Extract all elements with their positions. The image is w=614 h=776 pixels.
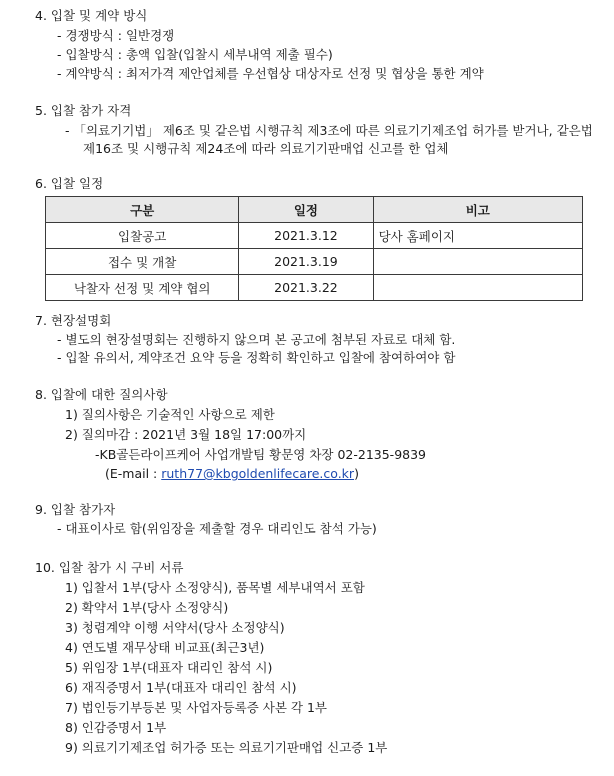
- inquiry-item-2: 2) 질의마감 : 2021년 3월 18일 17:00까지: [65, 427, 307, 442]
- document-item: 4) 연도별 재무상태 비교표(최근3년): [65, 640, 265, 655]
- document-item: 7) 법인등기부등본 및 사업자등록증 사본 각 1부: [65, 700, 327, 715]
- document-item: 9) 의료기기제조업 허가증 또는 의료기기판매업 신고증 1부: [65, 740, 388, 755]
- table-header-row: [46, 197, 583, 223]
- inquiry-item-1: 1) 질의사항은 기술적인 사항으로 제한: [65, 407, 275, 422]
- row-category: 입찰공고: [46, 223, 239, 249]
- document-item: 5) 위임장 1부(대표자 대리인 참석 시): [65, 660, 273, 675]
- email-suffix: ): [354, 466, 359, 481]
- competition-method: - 경쟁방식 : 일반경쟁: [57, 28, 175, 43]
- briefing-note-2: - 입찰 유의서, 계약조건 요약 등을 정확히 확인하고 입찰에 참여하여야 함: [57, 350, 456, 365]
- row-date: 2021.3.22: [239, 275, 373, 301]
- section-4-title: 4. 입찰 및 계약 방식: [35, 8, 148, 23]
- header-category: 구분: [46, 197, 239, 223]
- bidding-method: - 입찰방식 : 총액 입찰(입찰시 세부내역 제출 필수): [57, 47, 333, 62]
- document-item: 1) 입찰서 1부(당사 소정양식), 품목별 세부내역서 포함: [65, 580, 365, 595]
- header-date: 일정: [239, 197, 373, 223]
- table-row: [46, 249, 583, 275]
- email-prefix: (E-mail :: [105, 466, 162, 481]
- inquiry-email-line: [105, 464, 359, 484]
- section-5-title: 5. 입찰 참가 자격: [35, 103, 132, 118]
- document-item: 6) 재직증명서 1부(대표자 대리인 참석 시): [65, 680, 297, 695]
- row-note: 당사 홈페이지: [373, 223, 582, 249]
- email-link[interactable]: ruth77@kbgoldenlifecare.co.kr: [161, 466, 355, 481]
- document-item: 8) 인감증명서 1부: [65, 720, 167, 735]
- eligibility-line-1: - 「의료기기법」 제6조 및 같은법 시행규칙 제3조에 따른 의료기기제조업 허가를 받거나, 같은법: [65, 123, 593, 138]
- section-6-title: 6. 입찰 일정: [35, 176, 104, 191]
- row-note: [373, 275, 582, 301]
- inquiry-contact: -KB골든라이프케어 사업개발팀 황문영 차장 02-2135-9839: [95, 447, 427, 462]
- section-7-title: 7. 현장설명회: [35, 313, 112, 328]
- document-item: 3) 청렴계약 이행 서약서(당사 소정양식): [65, 620, 285, 635]
- header-note: 비고: [373, 197, 582, 223]
- participant-note: - 대표이사로 함(위임장을 제출할 경우 대리인도 참석 가능): [57, 521, 377, 536]
- document-item: 2) 확약서 1부(당사 소정양식): [65, 600, 229, 615]
- row-note: [373, 249, 582, 275]
- section-8-title: 8. 입찰에 대한 질의사항: [35, 387, 168, 402]
- table-row: [46, 223, 583, 249]
- table-row: [46, 275, 583, 301]
- section-10-title: 10. 입찰 참가 시 구비 서류: [35, 560, 184, 575]
- row-date: 2021.3.12: [239, 223, 373, 249]
- row-date: 2021.3.19: [239, 249, 373, 275]
- row-category: 낙찰자 선정 및 계약 협의: [46, 275, 239, 301]
- briefing-note-1: - 별도의 현장설명회는 진행하지 않으며 본 공고에 첨부된 자료로 대체 함.: [57, 332, 456, 347]
- schedule-table: [45, 196, 583, 301]
- section-9-title: 9. 입찰 참가자: [35, 502, 116, 517]
- eligibility-line-2: 제16조 및 시행규칙 제24조에 따라 의료기기판매업 신고를 한 업체: [83, 141, 449, 156]
- row-category: 접수 및 개찰: [46, 249, 239, 275]
- contract-method: - 계약방식 : 최저가격 제안업체를 우선협상 대상자로 선정 및 협상을 통한 계약: [57, 66, 484, 81]
